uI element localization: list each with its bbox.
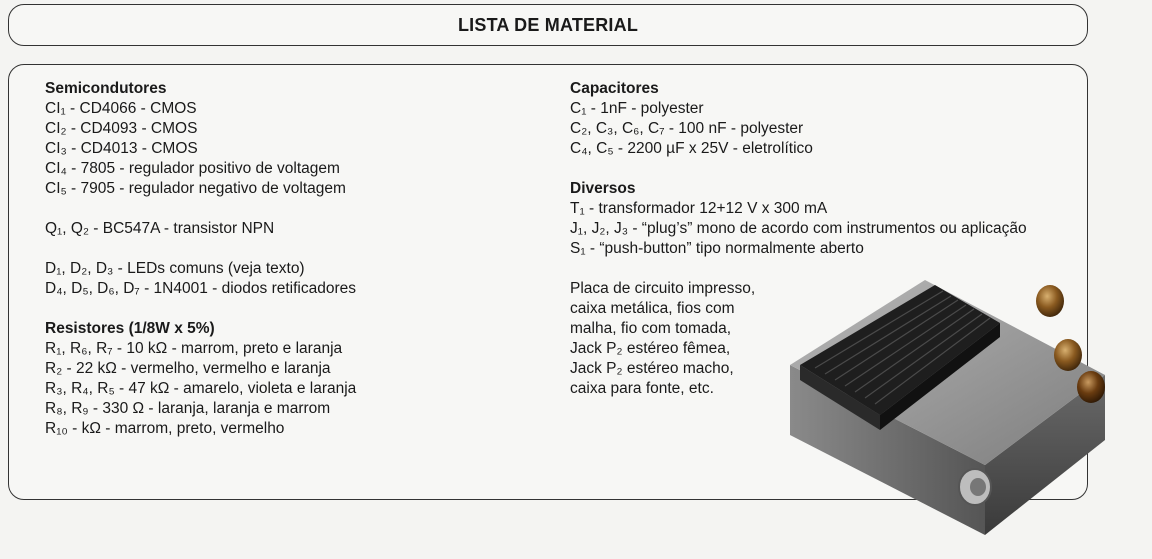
foot-pedal-illustration bbox=[785, 265, 1115, 555]
list-item: CI₃ - CD4013 - CMOS bbox=[45, 140, 198, 157]
list-item: D₄, D₅, D₆, D₇ - 1N4001 - diodos retificadores bbox=[45, 280, 357, 297]
list-item: C₁ - 1nF - polyester bbox=[570, 100, 704, 117]
list-item: R₈, R₉ - 330 Ω - laranja, laranja e marrom bbox=[45, 400, 331, 417]
list-item: CI₅ - 7905 - regulador negativo de voltagem bbox=[45, 180, 346, 197]
placa-line: caixa para fonte, etc. bbox=[570, 380, 714, 397]
list-item: CI₁ - CD4066 - CMOS bbox=[45, 100, 197, 117]
placa-text bbox=[570, 279, 800, 399]
list-item: R₁₀ - kΩ - marrom, preto, vermelho bbox=[45, 420, 285, 437]
list-item: C₄, C₅ - 2200 µF x 25V - eletrolítico bbox=[570, 140, 813, 157]
placa-line: caixa metálica, fios com bbox=[570, 300, 735, 317]
list-item: R₁, R₆, R₇ - 10 kΩ - marrom, preto e laranja bbox=[45, 340, 343, 357]
title-banner bbox=[8, 4, 1088, 46]
resistores-title: Resistores (1/8W x 5%) bbox=[45, 320, 215, 337]
list-item: R₃, R₄, R₅ - 47 kΩ - amarelo, violeta e laranja bbox=[45, 380, 357, 397]
knob-icon bbox=[1054, 339, 1082, 371]
placa-line: Jack P₂ estéreo macho, bbox=[570, 360, 734, 377]
placa-line: malha, fio com tomada, bbox=[570, 320, 732, 337]
capacitores-title: Capacitores bbox=[570, 80, 659, 97]
placa-line: Placa de circuito impresso, bbox=[570, 280, 756, 297]
diversos-title: Diversos bbox=[570, 180, 636, 197]
list-item: Q₁, Q₂ - BC547A - transistor NPN bbox=[45, 220, 275, 237]
list-item: C₂, C₃, C₆, C₇ - 100 nF - polyester bbox=[570, 120, 804, 137]
list-item: J₁, J₂, J₃ - “plug’s” mono de acordo com instrumentos ou aplicação bbox=[570, 220, 1027, 237]
left-column bbox=[45, 79, 545, 439]
semicondutores-title: Semicondutores bbox=[45, 80, 167, 97]
list-item: S₁ - “push-button” tipo normalmente aberto bbox=[570, 240, 864, 257]
list-item: CI₂ - CD4093 - CMOS bbox=[45, 120, 198, 137]
list-item: T₁ - transformador 12+12 V x 300 mA bbox=[570, 200, 828, 217]
list-item: CI₄ - 7805 - regulador positivo de voltagem bbox=[45, 160, 340, 177]
knob-icon bbox=[1077, 371, 1105, 403]
knob-icon bbox=[1036, 285, 1064, 317]
page-title: LISTA DE MATERIAL bbox=[457, 14, 639, 35]
list-item: D₁, D₂, D₃ - LEDs comuns (veja texto) bbox=[45, 260, 305, 277]
placa-line: Jack P₂ estéreo fêmea, bbox=[570, 340, 731, 357]
list-item: R₂ - 22 kΩ - vermelho, vermelho e laranja bbox=[45, 360, 331, 377]
